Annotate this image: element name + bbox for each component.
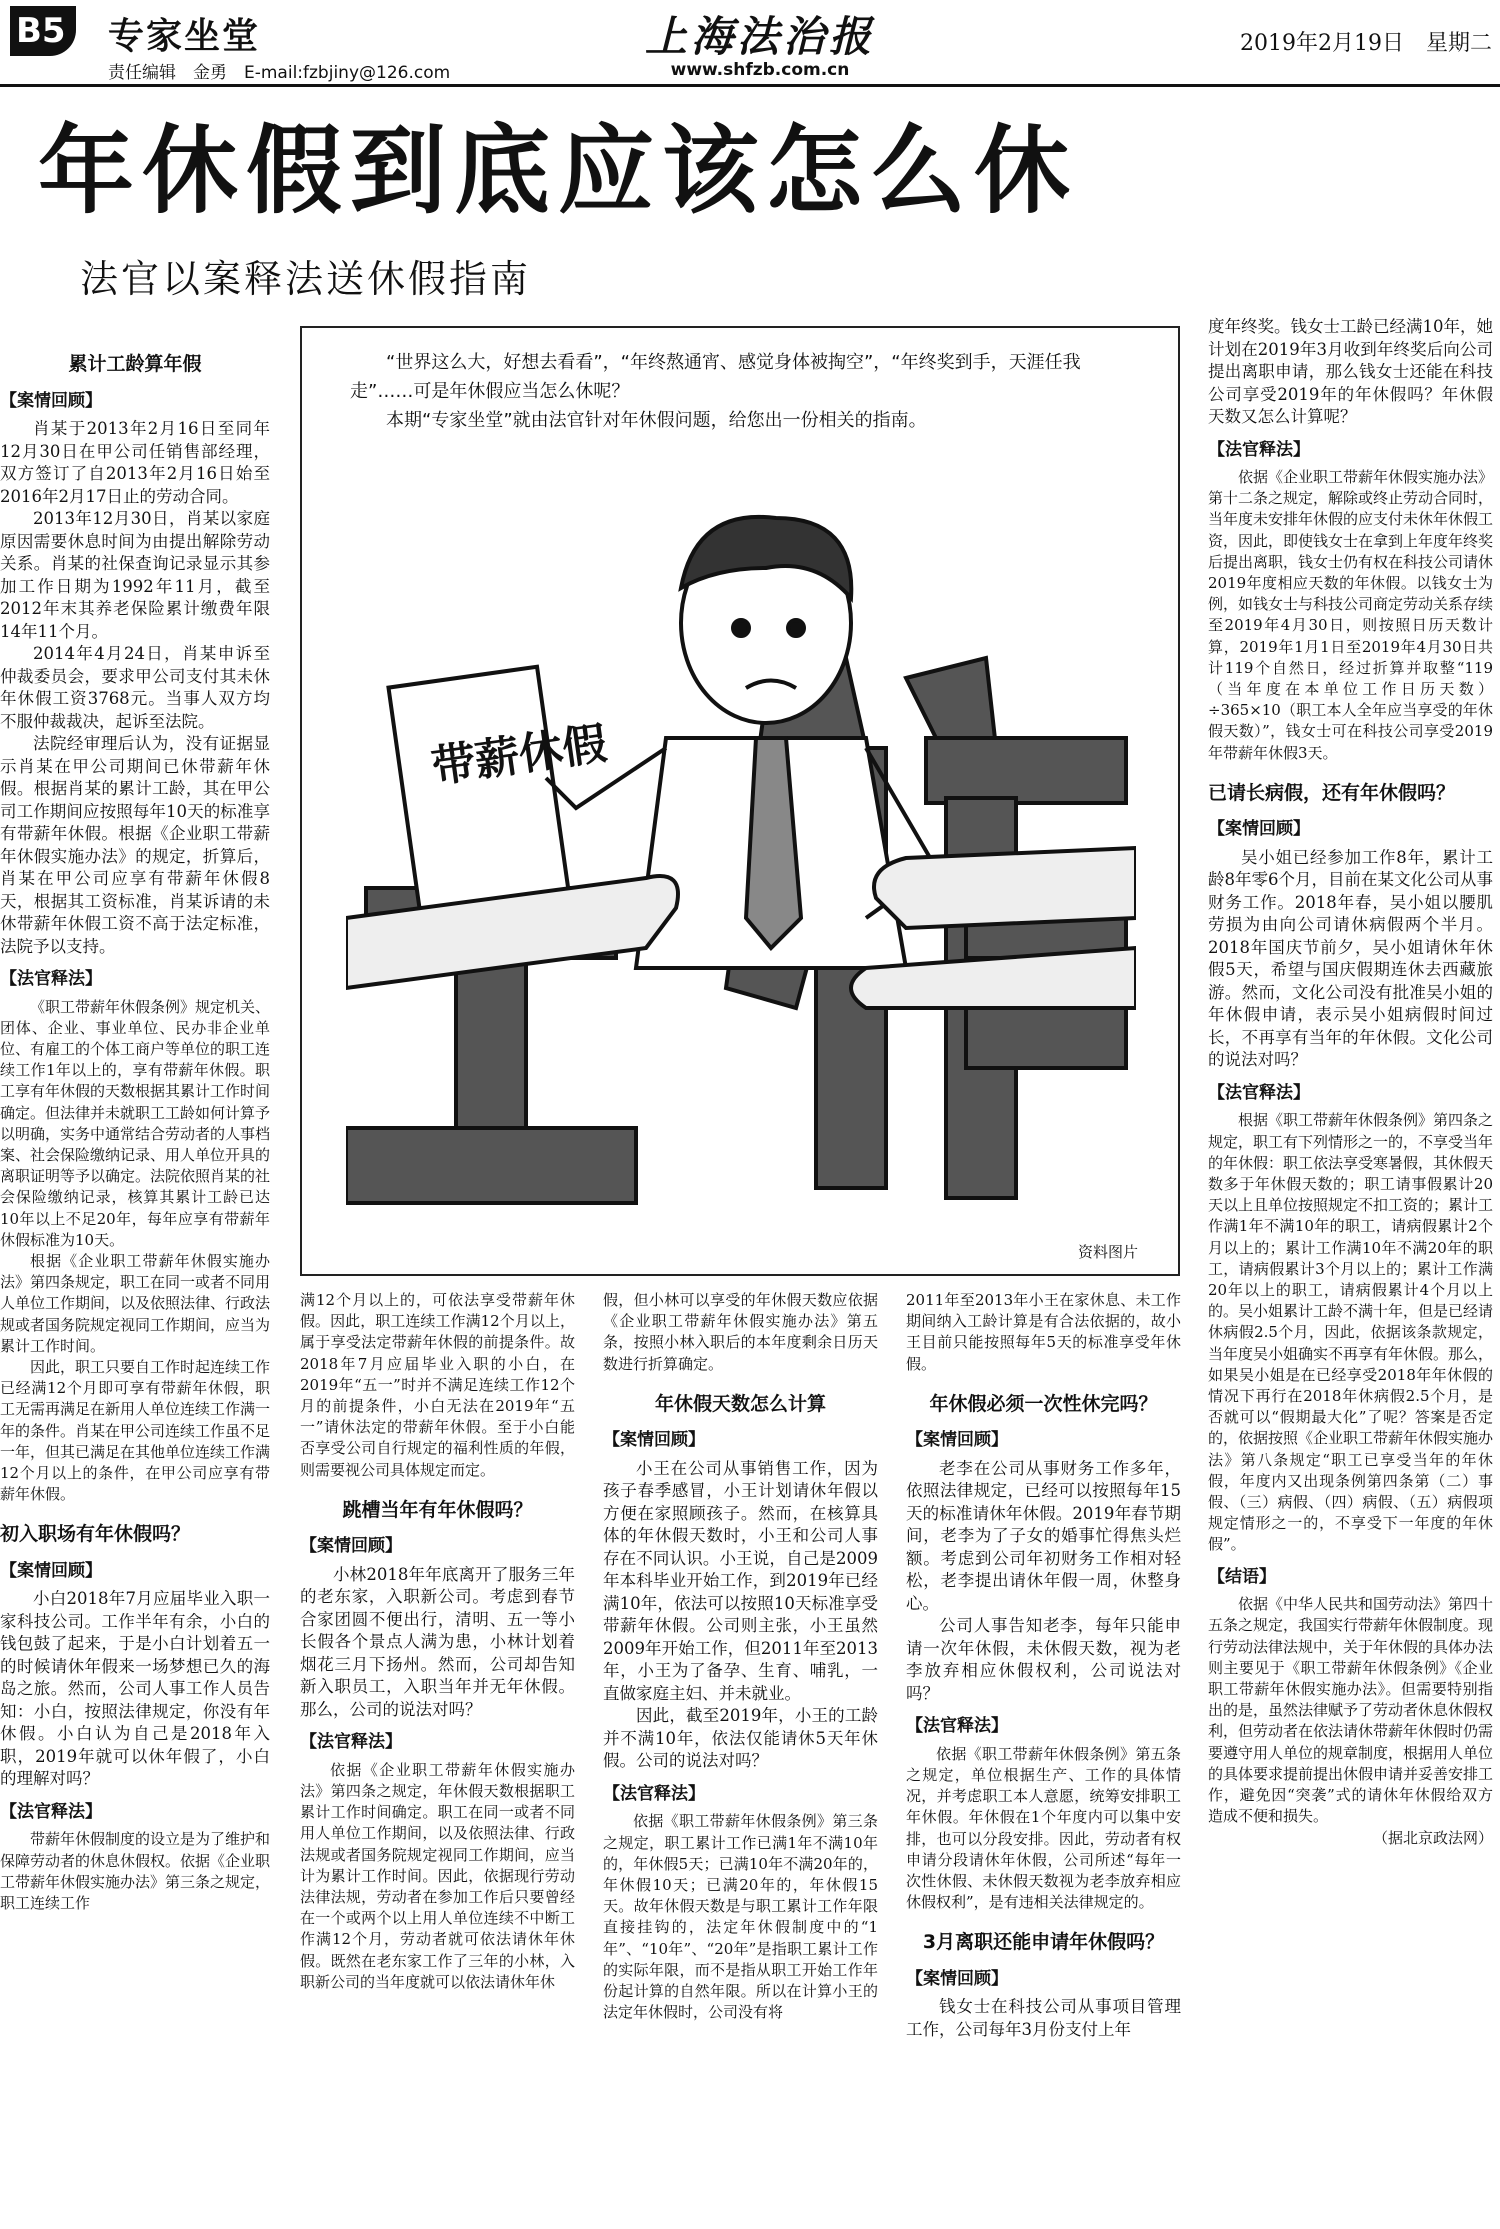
tag-judge-explains: 【法官释法】 — [300, 1732, 402, 1753]
tag-judge-explains: 【法官释法】 — [906, 1716, 1008, 1737]
section-heading-how-to-calculate: 年休假天数怎么计算 — [654, 1392, 826, 1415]
tag-case-review: 【案情回顾】 — [906, 1430, 1008, 1451]
intro-line: “世界这么大，好想去看看”，“年终熬通宵、感觉身体被掏空”，“年终奖到手，天涯任我走”……可是年休假应当怎么休呢？ — [350, 352, 1081, 402]
tag-case-review: 【案情回顾】 — [1208, 819, 1310, 840]
paragraph: 根据《企业职工带薪年休假实施办法》第四条规定，职工在同一或者不同用人单位工作期间，以及依照法律、行政法规或者国务院规定视同工作期间，应当为累计工作时间。 — [0, 1251, 270, 1355]
tag-case-review: 【案情回顾】 — [300, 1536, 402, 1557]
section-heading-cumulative-seniority: 累计工龄算年假 — [68, 353, 202, 375]
column-5 — [1208, 316, 1493, 2226]
paragraph: 小林2018年年底离开了服务三年的老东家，入职新公司。考虑到春节合家团圆不便出行，清明、五一等小长假各个景点人满为患，小林计划着烟花三月下扬州。然而，公司却告知新入职员工，入职当年并无年休假。那么，公司的说法对吗？ — [300, 1564, 575, 1719]
column-3 — [603, 1290, 878, 2225]
section-title: 专家坐堂 — [108, 16, 261, 57]
paragraph: 2014年4月24日，肖某申诉至仲裁委员会，要求甲公司支付其未休年休假工资3768元。当事人双方均不服仲裁裁决，起诉至法院。 — [0, 644, 270, 731]
paragraph: 公司人事告知老李，每年只能申请一次年休假，未休假天数，视为老李放弃相应休假权利，公司说法对吗？ — [906, 1616, 1181, 1703]
masthead-logo: 上海法治报 — [644, 12, 875, 61]
paragraph: 根据《职工带薪年休假条例》第四条之规定，职工有下列情形之一的，不享受当年的年休假：职工依法享受寒暑假，其休假天数多于年休假天数的；职工请事假累计20天以上且单位按照规定不扣工资的；累计工作满1年不满10年的职工，请病假累计2个月以上的；累计工作满10年不满20年的职工，请病假累计3个月以上的；累计工作满20年以上的职工，请病假累计4个月以上的。吴小姐累计工龄不满十年，但是已经请休病假2.5个月，因此，依据该条款规定，当年度吴小姐确实不再享有年休假。那么，如果吴小姐是在已经享受2018年年休假的情况下再行在2018年休病假2.5个月，是否就可以“假期最大化”了呢？答案是否定的，依据按照《企业职工带薪年休假实施办法》第八条规定“职工已享受当年的年休假，年度内又出现条例第四条第（二）事假、（三）病假、（四）病假、（五）病假项规定情形之一的，不享受下一年度的年休假”。 — [1208, 1111, 1493, 1554]
intro-line: 本期“专家坐堂”就由法官针对年休假问题，给您出一份相关的指南。 — [386, 410, 927, 431]
header-rule — [0, 84, 1500, 87]
paragraph: 吴小姐已经参加工作8年，累计工龄8年零6个月，目前在某文化公司从事财务工作。2018年春，吴小姐以腰肌劳损为由向公司请休病假两个半月。2018年国庆节前夕，吴小姐请休年休假5天，希望与国庆假期连休去西藏旅游。然而，文化公司没有批准吴小姐的年休假申请，表示吴小姐病假时间过长，不再享有当年的年休假。文化公司的说法对吗？ — [1208, 847, 1493, 1070]
paragraph: 依据《企业职工带薪年休假实施办法》第四条之规定，年休假天数根据职工累计工作时间确定。职工在同一或者不同用人单位工作期间，以及依照法律、行政法规或者国务院规定视同工作期间，应当计为累计工作时间。因此，依据现行劳动法律法规，劳动者在参加工作后只要曾经在一个或两个以上用人单位连续不中断工作满12个月，劳动者就可依法请休年休假。既然在老东家工作了三年的小林，入职新公司的当年度就可以依法请休年休 — [300, 1760, 575, 1991]
tag-judge-explains: 【法官释法】 — [0, 1801, 102, 1822]
paragraph: 带薪年休假制度的设立是为了维护和保障劳动者的休息休假权。依据《企业职工带薪年休假实施办法》第三条之规定，职工连续工作 — [0, 1830, 270, 1912]
headline: 年休假到底应该怎么休 — [38, 115, 1078, 227]
paragraph: 小王在公司从事销售工作，因为孩子春季感冒，小王计划请休年假以方便在家照顾孩子。然而，在核算具体的年休假天数时，小王和公司人事存在不同认识。小王说，自己是2009年本科毕业开始工作，到2019年已经满10年，依法可以按照10天标准享受带薪年休假。公司则主张，小王虽然2009年开始工作，但2011年至2013年，小王为了备孕、生育、哺乳，一直做家庭主妇、并未就业。 — [603, 1458, 878, 1703]
paragraph: 依据《职工带薪年休假条例》第五条之规定，单位根据生产、工作的具体情况，并考虑职工本人意愿，统筹安排职工年休假。年休假在1个年度内可以集中安排，也可以分段安排。因此，劳动者有权申请分段请休年休假，公司所述“每年一次性休假、未休假天数视为老李放弃相应休假权利”，是有违相关法律规定的。 — [906, 1744, 1181, 1912]
section-heading-new-employee: 初入职场有年休假吗？ — [0, 1523, 191, 1546]
column-4 — [906, 1290, 1181, 2225]
tag-case-review: 【案情回顾】 — [0, 390, 102, 411]
illustration-box — [300, 326, 1180, 1276]
paragraph: 肖某于2013年2月16日至同年12月30日在甲公司任销售部经理，双方签订了自2013年2月16日始至2016年2月17日止的劳动合同。 — [0, 419, 270, 506]
cartoon-illustration — [346, 448, 1136, 1228]
subheadline: 法官以案释法送休假指南 — [80, 257, 532, 301]
paragraph: 钱女士在科技公司从事项目管理工作，公司每年3月份支付上年 — [906, 1997, 1181, 2039]
section-heading-march-resignation: 3月离职还能申请年休假吗？ — [922, 1931, 1165, 1954]
column-1 — [0, 335, 270, 2225]
section-heading-one-time-leave: 年休假必须一次性休完吗？ — [929, 1392, 1158, 1415]
tag-judge-explains: 【法官释法】 — [1208, 439, 1310, 460]
column-2 — [300, 1290, 575, 2225]
page-number-badge: B5 — [10, 6, 76, 56]
tag-conclusion: 【结语】 — [1208, 1566, 1276, 1587]
paragraph: 因此，职工只要自工作时起连续工作已经满12个月即可享有带薪年休假，职工无需再满足在新用人单位连续工作满一年的条件。肖某在甲公司连续工作虽不足一年，但其已满足在其他单位连续工作满12个月以上的条件，在甲公司应享有带薪年休假。 — [0, 1357, 270, 1504]
image-caption: 资料图片 — [1077, 1243, 1138, 1261]
tag-judge-explains: 【法官释法】 — [1208, 1082, 1310, 1103]
paragraph: 小白2018年7月应届毕业入职一家科技公司。工作半年有余，小白的钱包鼓了起来，于是小白计划着五一的时候请休年假来一场梦想已久的海岛之旅。然而，公司人事工作人员告知：小白，按照法律规定，你没有年休假。小白认为自己是2018年入职，2019年就可以休年假了，小白的理解对吗？ — [0, 1589, 270, 1789]
section-heading-sick-leave: 已请长病假，还有年休假吗？ — [1208, 781, 1456, 804]
paragraph: 依据《企业职工带薪年休假实施办法》第十二条之规定，解除或终止劳动合同时，当年度未安排年休假的应支付未休年休假工资，因此，即使钱女士在拿到上年度年终奖后提出离职，钱女士仍有权在科技公司请休2019年度相应天数的年休假。以钱女士为例，如钱女士与科技公司商定劳动关系存续至2019年4月30日，则按照日历天数计算，2019年1月1日至2019年4月30日共计119个自然日，经过折算并取整“119（当年度在本单位工作日历天数）÷365×10（职工本人全年应当享受的年休假天数）”，钱女士可在科技公司享受2019年带薪年休假3天。 — [1208, 468, 1493, 762]
section-heading-job-hopping: 跳槽当年有年休假吗？ — [342, 1498, 533, 1521]
paragraph: 满12个月以上的，可依法享受带薪年休假。因此，职工连续工作满12个月以上，属于享受法定带薪年休假的前提条件。故2018年7月应届毕业入职的小白，在2019年“五一”时并不满足连续工作12个月的前提条件，小白无法在2019年“五一”请休法定的带薪年休假。至于小白能否享受公司自行规定的福利性质的年假，则需要视公司具体规定而定。 — [300, 1291, 575, 1479]
paragraph: 假，但小林可以享受的年休假天数应依据《企业职工带薪年休假实施办法》第五条，按照小林入职后的本年度剩余日历天数进行折算确定。 — [603, 1291, 878, 1373]
intro-text — [350, 348, 1140, 435]
tag-judge-explains: 【法官释法】 — [0, 969, 102, 989]
paragraph: 老李在公司从事财务工作多年，依照法律规定，已经可以按照每年15天的标准请休年休假。2019年春节期间，老李为了子女的婚事忙得焦头烂额。考虑到公司年初财务工作相对轻松，老李提出请休年假一周，休整身心。 — [906, 1458, 1181, 1613]
tag-case-review: 【案情回顾】 — [0, 1560, 102, 1581]
paragraph: 《职工带薪年休假条例》规定机关、团体、企业、事业单位、民办非企业单位、有雇工的个体工商户等单位的职工连续工作1年以上的，享有带薪年休假。职工享有年休假的天数根据其累计工作时间确定。但法律并未就职工工龄如何计算予以明确，实务中通常结合劳动者的人事档案、社会保险缴纳记录、用人单位开具的离职证明等予以确定。法院依照肖某的社会保险缴纳记录，核算其累计工龄已达10年以上不足20年，每年应享有带薪年休假标准为10天。 — [0, 997, 270, 1249]
tag-judge-explains: 【法官释法】 — [603, 1783, 705, 1804]
paragraph: 法院经审理后认为，没有证据显示肖某在甲公司期间已休带薪年休假。根据肖某的累计工龄，其在甲公司工作期间应按照每年10天的标准享有带薪年休假。根据《企业职工带薪年休假实施办法》的规定，折算后，肖某在甲公司应享有带薪年休假8天，根据其工资标准，肖某诉请的未休带薪年休假工资不高于法定标准，法院予以支持。 — [0, 734, 270, 956]
editor-line: 责任编辑 金勇 E-mail:fzbjiny@126.com — [108, 63, 451, 83]
website-url[interactable]: www.shfzb.com.cn — [670, 60, 850, 80]
tag-case-review: 【案情回顾】 — [603, 1430, 705, 1451]
paragraph: 依据《职工带薪年休假条例》第三条之规定，职工累计工作已满1年不满10年的，年休假5天；已满10年不满20年的，年休假10天；已满20年的，年休假15天。故年休假天数是与职工累计工作年限直接挂钩的，法定年休假制度中的“1年”、“10年”、“20年”是指职工累计工作的实际年限，而不是指从职工开始工作年份起计算的自然年限。所以在计算小王的法定年休假时，公司没有将 — [603, 1812, 878, 2022]
issue-date: 2019年2月19日 星期二 — [1240, 31, 1492, 56]
paragraph: 因此，截至2019年，小王的工龄并不满10年，依法仅能请休5天年休假。公司的说法对吗？ — [603, 1706, 878, 1771]
paragraph: 度年终奖。钱女士工龄已经满10年，她计划在2019年3月收到年终奖后向公司提出离职申请，那么钱女士还能在科技公司享受2019年的年休假吗？年休假天数又怎么计算呢？ — [1208, 317, 1493, 426]
paragraph: 2013年12月30日，肖某以家庭原因需要休息时间为由提出解除劳动关系。肖某的社保查询记录显示其参加工作日期为1992年11月，截至2012年末其养老保险累计缴费年限14年11个月。 — [0, 509, 270, 641]
tag-case-review: 【案情回顾】 — [906, 1968, 1008, 1989]
paragraph: 依据《中华人民共和国劳动法》第四十五条之规定，我国实行带薪年休假制度。现行劳动法律法规中，关于年休假的具体办法则主要见于《职工带薪年休假条例》《企业职工带薪年休假实施办法》。但需要特别指出的是，虽然法律赋予了劳动者休息休假权利，但劳动者在依法请休带薪年休假时仍需要遵守用人单位的规章制度，根据用人单位的具体要求提前提出休假申请并妥善安排工作，避免因“突袭”式的请休年休假给双方造成不便和损失。 — [1208, 1595, 1493, 1826]
source-credit: （据北京政法网） — [1372, 1829, 1493, 1848]
paragraph: 2011年至2013年小王在家休息、未工作期间纳入工龄计算是有合法依据的，故小王目前只能按照每年5天的标准享受年休假。 — [906, 1291, 1181, 1373]
paid-leave-sign — [388, 667, 570, 926]
sign-text: 带薪休假 — [428, 718, 610, 794]
